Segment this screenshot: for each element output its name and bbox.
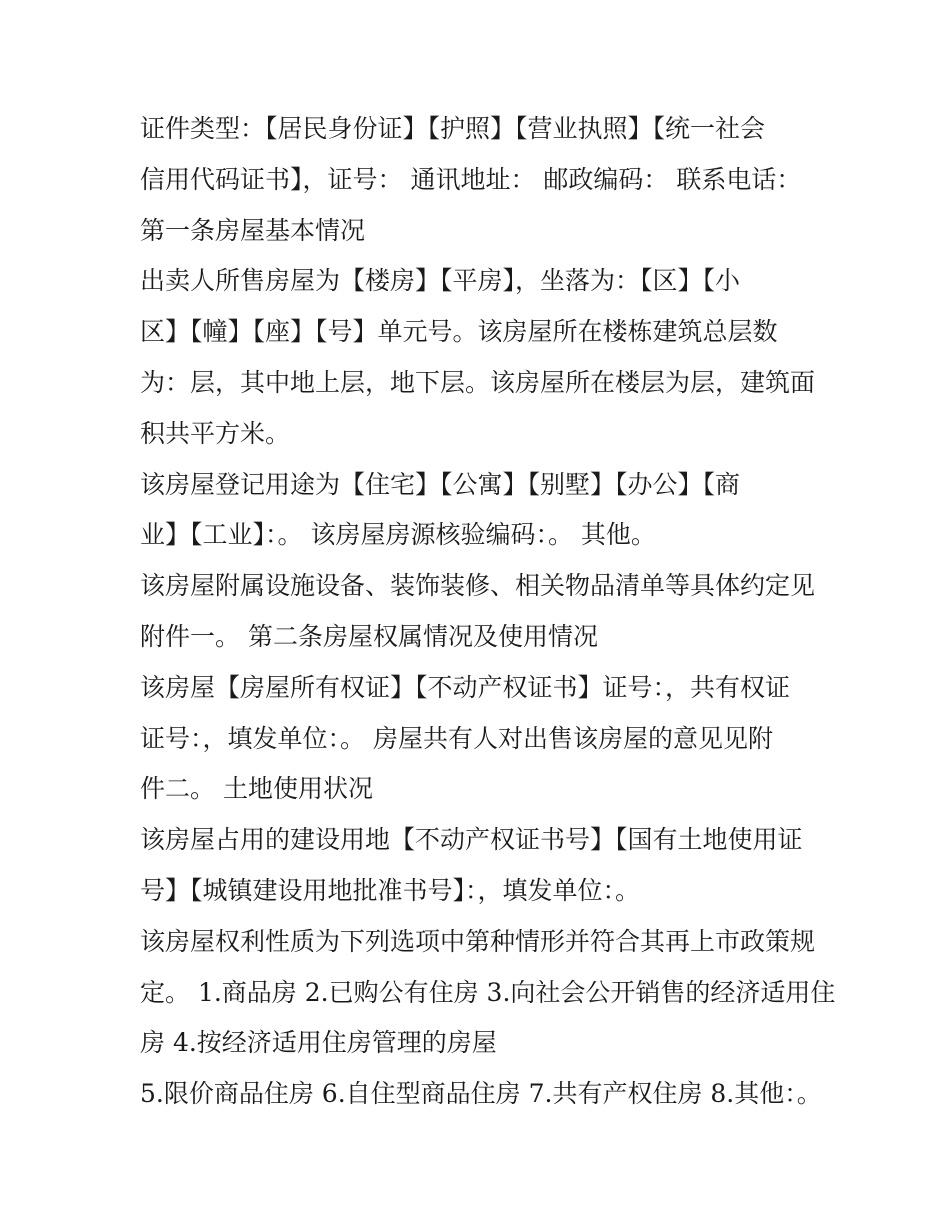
text-line: 为：层，其中地上层，地下层。该房屋所在楼层为层，建筑面 — [140, 367, 816, 397]
text-line: 积共平方米。 — [140, 418, 291, 448]
text-line: 定。 1.商品房 2.已购公有住房 3.向社会公开销售的经济适用住 — [140, 977, 836, 1007]
text-line: 信用代码证书】，证号： 通讯地址： 邮政编码： 联系电话： — [140, 164, 802, 194]
text-line: 附件一。 第二条房屋权属情况及使用情况 — [140, 621, 598, 651]
text-line: 该房屋权利性质为下列选项中第种情形并符合其再上市政策规 — [140, 926, 816, 956]
text-line: 号】【城镇建设用地批准书号】：，填发单位：。 — [140, 875, 641, 905]
text-line: 出卖人所售房屋为【楼房】【平房】，坐落为：【区】【小 — [140, 266, 741, 296]
text-line: 业】【工业】：。 该房屋房源核验编码：。 其他。 — [140, 520, 656, 550]
text-line: 件二。 土地使用状况 — [140, 774, 373, 804]
text-line: 该房屋占用的建设用地【不动产权证书号】【国有土地使用证 — [140, 825, 803, 855]
text-line: 5.限价商品住房 6.自住型商品住房 7.共有产权住房 8.其他：。 — [140, 1079, 822, 1109]
section-heading: 第一条房屋基本情况 — [140, 215, 366, 245]
text-line: 房 4.按经济适用住房管理的房屋 — [140, 1028, 497, 1058]
document-body — [140, 104, 836, 1120]
text-line: 该房屋登记用途为【住宅】【公寓】【别墅】【办公】【商 — [140, 469, 741, 499]
text-line: 该房屋附属设施设备、装饰装修、相关物品清单等具体约定见 — [140, 571, 816, 601]
text-line: 证件类型：【居民身份证】【护照】【营业执照】【统一社会 — [140, 114, 766, 143]
text-line: 区】【幢】【座】【号】单元号。该房屋所在楼栋建筑总层数 — [140, 317, 778, 347]
text-line: 证号：，填发单位：。 房屋共有人对出售该房屋的意见见附 — [140, 723, 773, 753]
text-line: 该房屋【房屋所有权证】【不动产权证书】证号：，共有权证 — [140, 672, 791, 702]
